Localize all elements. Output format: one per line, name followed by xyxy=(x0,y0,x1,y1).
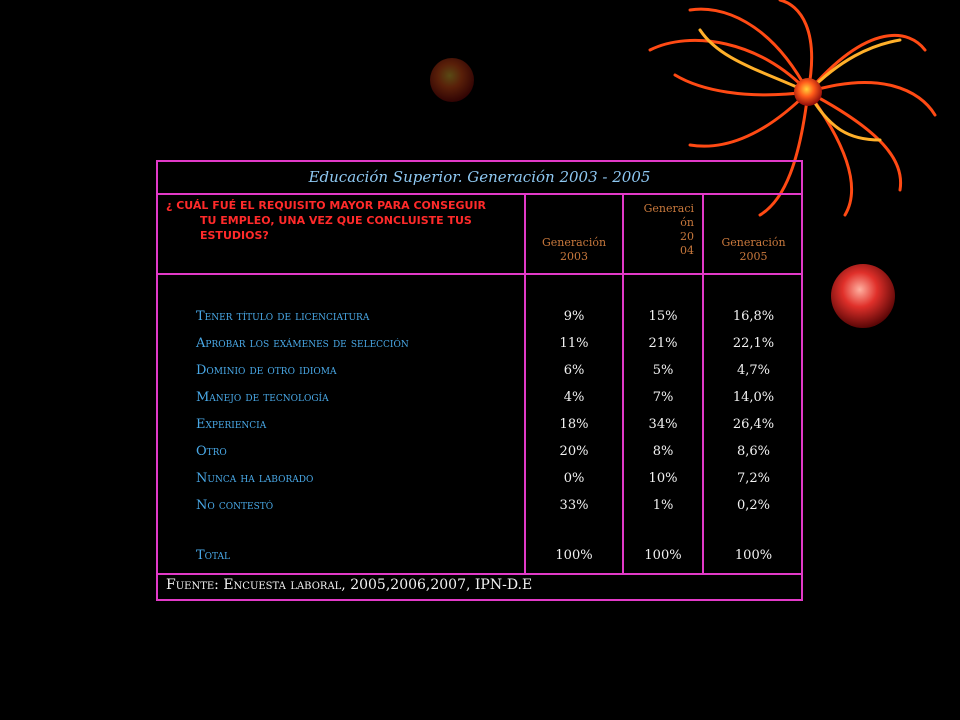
row-label: Experiencia xyxy=(196,417,267,432)
row-label: No contestó xyxy=(196,498,274,513)
question-line: ESTUDIOS? xyxy=(200,229,269,242)
divider xyxy=(158,193,801,195)
row-label: Tener título de licenciatura xyxy=(196,309,370,324)
ornament-ball-topleft xyxy=(430,58,474,102)
table-row xyxy=(158,389,801,407)
value-2003: 0% xyxy=(563,471,585,486)
column-header-text: Generación xyxy=(541,236,607,249)
column-header-text: 2003 xyxy=(560,250,588,263)
survey-table xyxy=(156,160,803,601)
column-header-text: Generaci xyxy=(643,202,694,215)
value-2005: 0,2% xyxy=(736,498,771,513)
value-2005: 26,4% xyxy=(732,417,775,432)
column-header-text: Generación xyxy=(721,236,786,249)
value-2003: 4% xyxy=(563,390,585,405)
value-2005: 7,2% xyxy=(736,471,771,486)
value-2003: 33% xyxy=(559,498,589,513)
value-2005: 8,6% xyxy=(736,444,771,459)
row-label: Otro xyxy=(196,444,227,459)
value-2003: 18% xyxy=(559,417,589,432)
table-row xyxy=(158,470,801,488)
row-label: Nunca ha laborado xyxy=(196,471,314,486)
total-2003: 100% xyxy=(555,548,593,563)
column-header-text: 20 xyxy=(680,230,694,243)
value-2004: 5% xyxy=(652,363,674,378)
value-2004: 15% xyxy=(648,309,678,324)
value-2003: 20% xyxy=(559,444,589,459)
column-header-text: 04 xyxy=(680,244,694,257)
value-2004: 21% xyxy=(648,336,678,351)
table-row xyxy=(158,335,801,353)
table-row xyxy=(158,416,801,434)
value-2004: 1% xyxy=(652,498,674,513)
question-line: TU EMPLEO, UNA VEZ QUE CONCLUISTE TUS xyxy=(200,214,472,227)
table-title: Educación Superior. Generación 2003 - 2005 xyxy=(308,168,651,186)
ornament-ball-right xyxy=(831,264,895,328)
total-label: Total xyxy=(196,548,231,563)
total-2005: 100% xyxy=(734,548,773,563)
table-row xyxy=(158,443,801,461)
column-header-text: 2005 xyxy=(739,250,768,263)
total-row xyxy=(158,547,801,565)
column-header-2003 xyxy=(526,236,622,264)
table-row xyxy=(158,308,801,326)
value-2003: 6% xyxy=(563,363,585,378)
value-2004: 34% xyxy=(648,417,678,432)
source-note: Fuente: Encuesta laboral, 2005,2006,2007, IPN-D.E xyxy=(166,577,533,593)
value-2005: 4,7% xyxy=(736,363,771,378)
firework-center xyxy=(794,78,822,106)
table-row xyxy=(158,497,801,515)
value-2003: 11% xyxy=(559,336,589,351)
column-header-2004 xyxy=(624,202,702,258)
value-2004: 8% xyxy=(652,444,674,459)
column-header-text: ón xyxy=(680,216,694,229)
value-2005: 14,0% xyxy=(732,390,775,405)
value-2005: 22,1% xyxy=(732,336,775,351)
column-header-2005 xyxy=(704,236,803,264)
total-2004: 100% xyxy=(644,548,682,563)
question-line: ¿ CUÁL FUÉ EL REQUISITO MAYOR PARA CONSEGUIR xyxy=(166,199,487,212)
value-2003: 9% xyxy=(563,309,585,324)
survey-question xyxy=(166,198,516,243)
divider xyxy=(158,273,801,275)
row-label: Aprobar los exámenes de selección xyxy=(196,336,409,351)
table-row xyxy=(158,362,801,380)
row-label: Manejo de tecnología xyxy=(196,390,329,405)
row-label: Dominio de otro idioma xyxy=(196,363,337,378)
value-2005: 16,8% xyxy=(732,309,775,324)
value-2004: 7% xyxy=(652,390,674,405)
value-2004: 10% xyxy=(648,471,678,486)
